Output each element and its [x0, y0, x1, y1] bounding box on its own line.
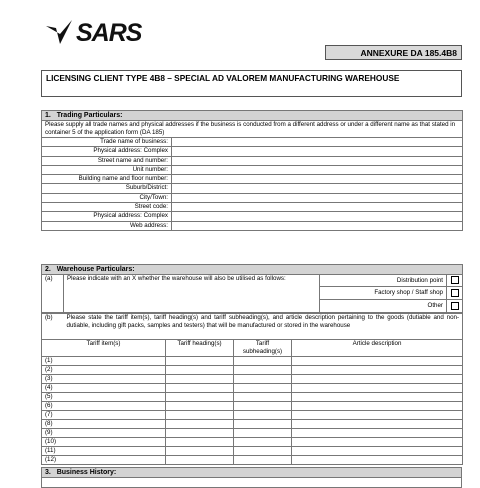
section-3-number: 3. — [45, 469, 51, 476]
column-article-description: Article description — [292, 340, 463, 357]
tariff-item-cell[interactable] — [64, 456, 166, 465]
tariff-subheading-cell[interactable] — [234, 429, 292, 438]
field-row — [42, 165, 463, 174]
tariff-heading-cell[interactable] — [166, 447, 234, 456]
option-distribution-point: Distribution point — [320, 275, 447, 287]
tariff-subheading-cell[interactable] — [234, 447, 292, 456]
section-1-heading: Trading Particulars: — [56, 112, 123, 119]
tariff-heading-cell[interactable] — [166, 420, 234, 429]
tariff-row-number: (6) — [42, 402, 64, 411]
field-label: Unit number: — [42, 165, 172, 174]
column-tariff-subheadings: Tariff subheading(s) — [234, 340, 292, 357]
tariff-heading-cell[interactable] — [166, 375, 234, 384]
section-2-heading: Warehouse Particulars: — [56, 266, 135, 273]
annexure-label: ANNEXURE DA 185.4B8 — [325, 45, 462, 60]
tariff-subheading-cell[interactable] — [234, 402, 292, 411]
tariff-item-cell[interactable] — [64, 375, 166, 384]
part-a-text: Please indicate with an X whether the warehouse will also be utilised as follows: — [64, 275, 320, 313]
field-row — [42, 193, 463, 202]
field-input[interactable] — [172, 203, 463, 212]
tariff-item-cell[interactable] — [64, 384, 166, 393]
section-3-header — [42, 468, 462, 478]
field-label: Building name and floor number: — [42, 175, 172, 184]
field-input[interactable] — [172, 212, 463, 221]
article-description-cell[interactable] — [292, 393, 463, 402]
sars-logo — [46, 16, 141, 50]
article-description-cell[interactable] — [292, 366, 463, 375]
tariff-row-number: (1) — [42, 357, 64, 366]
tariff-row-number: (8) — [42, 420, 64, 429]
tariff-row — [42, 384, 463, 393]
tariff-subheading-cell[interactable] — [234, 456, 292, 465]
part-b-label: (b) — [42, 314, 64, 340]
tariff-row — [42, 456, 463, 465]
tariff-item-cell[interactable] — [64, 393, 166, 402]
field-label: Physical address: Complex — [42, 212, 172, 221]
tariff-heading-cell[interactable] — [166, 411, 234, 420]
section-1-instruction-row — [42, 121, 463, 138]
tariff-row — [42, 447, 463, 456]
field-input[interactable] — [172, 184, 463, 193]
field-row — [42, 156, 463, 165]
field-input[interactable] — [172, 147, 463, 156]
tariff-row — [42, 402, 463, 411]
other-checkbox[interactable] — [451, 302, 459, 310]
tariff-heading-cell[interactable] — [166, 357, 234, 366]
field-row — [42, 203, 463, 212]
part-b-row — [42, 314, 463, 340]
option-factory-shop: Factory shop / Staff shop — [320, 287, 447, 300]
tariff-heading-cell[interactable] — [166, 456, 234, 465]
section-2-header — [42, 265, 463, 275]
tariff-row — [42, 366, 463, 375]
column-tariff-headings: Tariff heading(s) — [166, 340, 234, 357]
tariff-item-cell[interactable] — [64, 357, 166, 366]
section-3-heading: Business History: — [56, 469, 117, 476]
article-description-cell[interactable] — [292, 447, 463, 456]
section-3-body — [42, 478, 462, 488]
tariff-heading-cell[interactable] — [166, 366, 234, 375]
article-description-cell[interactable] — [292, 402, 463, 411]
field-row — [42, 138, 463, 147]
tariff-subheading-cell[interactable] — [234, 393, 292, 402]
field-input[interactable] — [172, 138, 463, 147]
tariff-row-number: (11) — [42, 447, 64, 456]
section-1-number: 1. — [45, 112, 51, 119]
tariff-subheading-cell[interactable] — [234, 384, 292, 393]
field-input[interactable] — [172, 165, 463, 174]
field-input[interactable] — [172, 193, 463, 202]
distribution-point-checkbox[interactable] — [451, 276, 459, 284]
field-label: Trade name of business: — [42, 138, 172, 147]
tariff-subheading-cell[interactable] — [234, 366, 292, 375]
tariff-row-number: (3) — [42, 375, 64, 384]
tariff-column-headers — [42, 340, 463, 357]
field-row — [42, 212, 463, 221]
logo-text: SARS — [76, 18, 142, 47]
article-description-cell[interactable] — [292, 456, 463, 465]
option-row-1 — [42, 275, 463, 287]
part-b-text: Please state the tariff item(s), tariff heading(s) and tariff subheading(s), and article description pertaining to the goods (dutiable and non-dutiable, including gift packs, samples and testers) that will be manufactured or stored in the warehouse — [64, 314, 463, 340]
tariff-item-cell[interactable] — [64, 402, 166, 411]
tariff-row — [42, 375, 463, 384]
tariff-row-number: (7) — [42, 411, 64, 420]
field-row — [42, 184, 463, 193]
article-description-cell[interactable] — [292, 411, 463, 420]
tariff-subheading-cell[interactable] — [234, 357, 292, 366]
tariff-heading-cell[interactable] — [166, 402, 234, 411]
column-tariff-items: Tariff item(s) — [42, 340, 166, 357]
tariff-item-cell[interactable] — [64, 447, 166, 456]
tariff-row — [42, 429, 463, 438]
trading-particulars-table — [41, 110, 463, 231]
tariff-subheading-cell[interactable] — [234, 420, 292, 429]
field-label: Physical address: Complex — [42, 147, 172, 156]
tariff-row — [42, 411, 463, 420]
tariff-row-number: (10) — [42, 438, 64, 447]
article-description-cell[interactable] — [292, 438, 463, 447]
tariff-heading-cell[interactable] — [166, 393, 234, 402]
tariff-row-number: (2) — [42, 366, 64, 375]
field-row — [42, 221, 463, 230]
form-title: LICENSING CLIENT TYPE 4B8 – SPECIAL AD VALOREM MANUFACTURING WAREHOUSE — [41, 70, 462, 97]
tariff-row-number: (12) — [42, 456, 64, 465]
section-1-instruction: Please supply all trade names and physical addresses if the business is conducted from a different address or under a different name as that stated in container 5 of the application form (DA 185) — [42, 121, 463, 138]
tariff-heading-cell[interactable] — [166, 429, 234, 438]
option-other: Other — [320, 300, 447, 313]
tariff-row — [42, 420, 463, 429]
field-label: Suburb/District: — [42, 184, 172, 193]
tariff-item-cell[interactable] — [64, 366, 166, 375]
tariff-heading-cell[interactable] — [166, 438, 234, 447]
tariff-subheading-cell[interactable] — [234, 375, 292, 384]
field-input[interactable] — [172, 175, 463, 184]
article-description-cell[interactable] — [292, 420, 463, 429]
tariff-row — [42, 393, 463, 402]
tariff-row — [42, 357, 463, 366]
field-label: Street code: — [42, 203, 172, 212]
field-input[interactable] — [172, 221, 463, 230]
field-label: Web address: — [42, 221, 172, 230]
tariff-item-cell[interactable] — [64, 438, 166, 447]
section-3-body-row — [42, 478, 462, 488]
article-description-cell[interactable] — [292, 375, 463, 384]
section-1-header — [42, 111, 463, 121]
part-a-label: (a) — [42, 275, 64, 313]
field-label: City/Town: — [42, 193, 172, 202]
tariff-item-cell[interactable] — [64, 411, 166, 420]
warehouse-particulars-table — [41, 264, 463, 313]
tariff-row-number: (4) — [42, 384, 64, 393]
tariff-row — [42, 438, 463, 447]
field-row — [42, 175, 463, 184]
tariff-subheading-cell[interactable] — [234, 438, 292, 447]
tariff-subheading-cell[interactable] — [234, 411, 292, 420]
article-description-cell[interactable] — [292, 384, 463, 393]
article-description-cell[interactable] — [292, 429, 463, 438]
tariff-item-cell[interactable] — [64, 429, 166, 438]
article-description-cell[interactable] — [292, 357, 463, 366]
tariff-table — [41, 313, 463, 465]
field-row — [42, 147, 463, 156]
tariff-row-number: (9) — [42, 429, 64, 438]
tariff-row-number: (5) — [42, 393, 64, 402]
field-input[interactable] — [172, 156, 463, 165]
tariff-item-cell[interactable] — [64, 420, 166, 429]
tariff-heading-cell[interactable] — [166, 384, 234, 393]
section-2-number: 2. — [45, 266, 51, 273]
field-label: Street name and number: — [42, 156, 172, 165]
factory-shop-checkbox[interactable] — [451, 289, 459, 297]
business-history-table — [41, 467, 462, 488]
sars-swoosh-icon — [46, 20, 74, 46]
